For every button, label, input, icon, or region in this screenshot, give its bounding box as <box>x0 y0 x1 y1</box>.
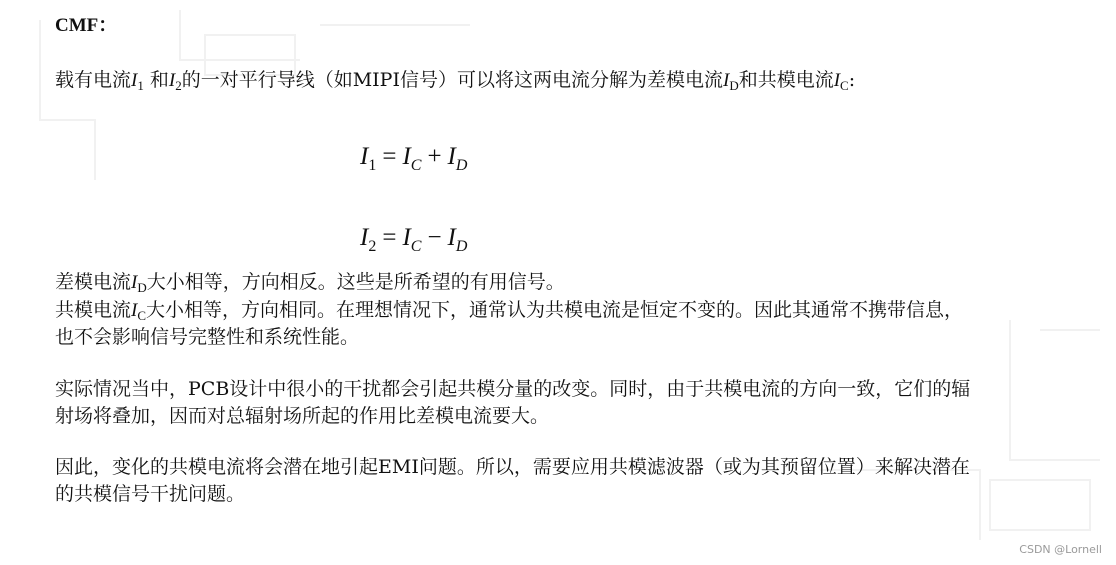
text-fragment: 差模电流 <box>55 271 132 293</box>
eq-operator: + <box>427 143 442 170</box>
conclusion-paragraph-line-2: 的共模信号干扰问题。 <box>55 483 246 505</box>
text-fragment: 载有电流 <box>55 69 132 91</box>
eq-sub: C <box>410 157 422 174</box>
symbol-I: I <box>131 300 138 321</box>
equation-1 <box>360 142 467 181</box>
actual-situation-paragraph-line-2: 射场将叠加，因而对总辐射场所起的作用比差模电流要大。 <box>55 405 550 427</box>
text-fragment: 大小相等，方向相反。这些是所希望的有用信号。 <box>146 271 565 293</box>
text-fragment: 和共模电流 <box>738 69 834 91</box>
eq-sub: D <box>455 238 468 255</box>
subscript: D <box>729 78 739 93</box>
symbol-I: I <box>722 70 730 91</box>
actual-situation-paragraph-line-1: 实际情况当中，PCB设计中很小的干扰都会引起共模分量的改变。同时，由于共模电流的方向一致，它们的辐 <box>55 378 971 400</box>
eq-var: I <box>447 143 456 170</box>
eq-sub: 1 <box>368 157 377 174</box>
eq-operator: − <box>427 224 442 251</box>
conclusion-paragraph-line-1: 因此，变化的共模电流将会潜在地引起EMI问题。所以，需要应用共模滤波器（或为其预留位置）来解决潜在 <box>55 456 970 478</box>
eq-var: I <box>360 224 369 251</box>
text-fragment: 的一对平行导线（如MIPI信号）可以将这两电流分解为差模电流 <box>181 69 723 91</box>
eq-sub: C <box>410 238 422 255</box>
section-heading: CMF： <box>55 15 118 36</box>
common-mode-paragraph-line-2: 也不会影响信号完整性和系统性能。 <box>55 326 360 348</box>
csdn-watermark: CSDN @Lornell <box>1019 543 1102 556</box>
symbol-I: I <box>131 70 138 91</box>
symbol-I: I <box>131 272 138 293</box>
subscript: 1 <box>137 78 144 93</box>
subscript: C <box>840 78 849 93</box>
eq-var: I <box>402 224 411 251</box>
text-fragment: 共模电流 <box>55 299 132 321</box>
subscript: 2 <box>175 78 182 93</box>
text-fragment: 和 <box>143 69 169 91</box>
subscript: C <box>137 308 147 323</box>
differential-mode-paragraph <box>55 270 565 300</box>
equation-2 <box>360 223 467 262</box>
intro-paragraph <box>55 68 855 98</box>
eq-operator: = <box>382 224 397 251</box>
text-fragment: : <box>848 69 856 91</box>
symbol-I: I <box>168 70 176 91</box>
common-mode-paragraph-line-1 <box>55 298 963 328</box>
symbol-I: I <box>833 70 841 91</box>
eq-var: I <box>360 143 369 170</box>
eq-operator: = <box>382 143 397 170</box>
subscript: D <box>137 280 147 295</box>
eq-var: I <box>402 143 411 170</box>
text-fragment: 大小相等，方向相同。在理想情况下，通常认为共模电流是恒定不变的。因此其通常不携带信息， <box>146 299 964 321</box>
eq-var: I <box>447 224 456 251</box>
eq-sub: 2 <box>368 238 377 255</box>
eq-sub: D <box>455 157 468 174</box>
